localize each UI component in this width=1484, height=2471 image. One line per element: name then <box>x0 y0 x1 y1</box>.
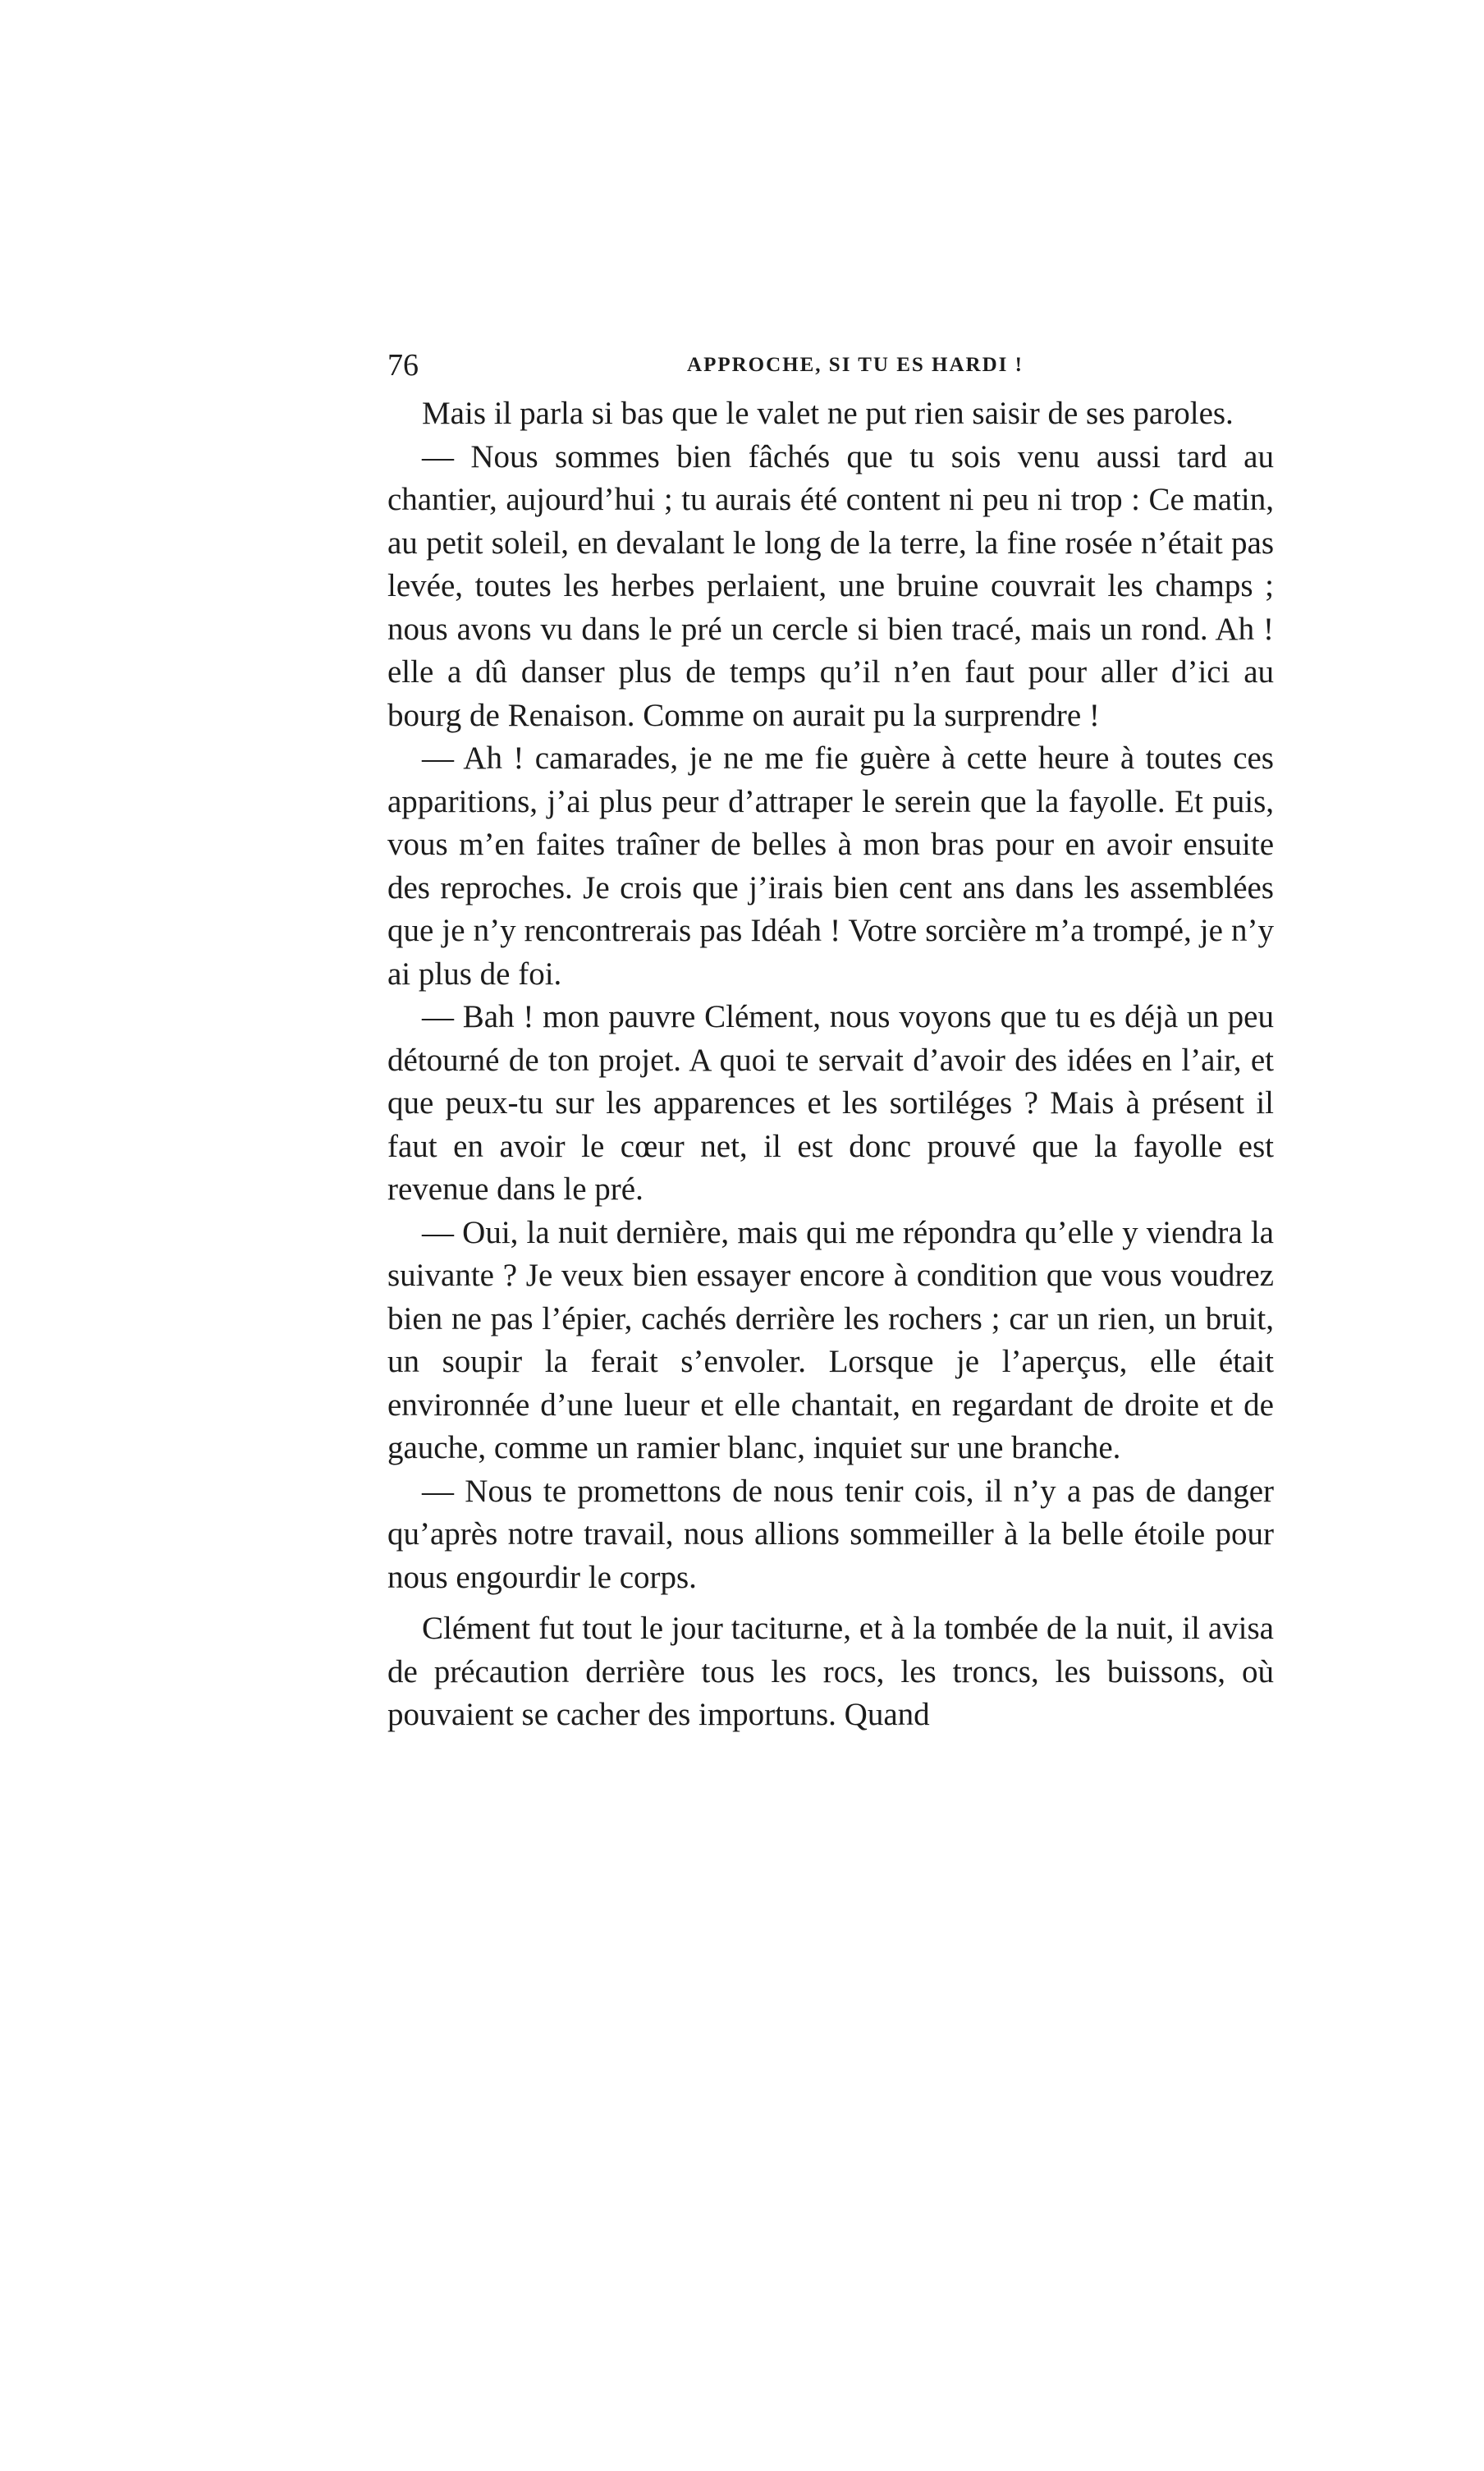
paragraph: Mais il parla si bas que le valet ne put rien saisir de ses paroles. <box>422 396 1234 431</box>
page-number: 76 <box>387 348 419 383</box>
paragraph: — Oui, la nuit dernière, mais qui me répondra qu’elle y viendra la suivante ? Je veux bien essayer encore à condition que vous voudrez bien ne pas l’épier, cachés derrière les rochers ; car un rien, un bruit, un soupir la ferait s’envoler. Lorsque je l’aperçus, elle était environnée d’une lueur et elle chantait, en regardant de droite et de gauche, comme un ramier blanc, inquiet sur une branche. <box>387 1214 1274 1465</box>
paragraph: — Bah ! mon pauvre Clément, nous voyons que tu es déjà un peu détourné de ton projet. A quoi te servait d’avoir des idées en l’air, et que peux-tu sur les apparences et les sortiléges ? Mais à présent il faut en avoir le cœur net, il est donc prouvé que la fayolle est revenue dans le pré. <box>387 999 1274 1207</box>
paragraph: — Nous sommes bien fâchés que tu sois venu aussi tard au chantier, aujourd’hui ; tu aurais été content ni peu ni trop : Ce matin, au petit soleil, en devalant le long de la terre, la fine rosée n’était pas levée, toutes les herbes perlaient, une bruine couvrait les champs ; nous avons vu dans le pré un cercle si bien tracé, mais un rond. Ah ! elle a dû danser plus de temps qu’il n’en faut pour aller d’ici au bourg de Renaison. Comme on aurait pu la surprendre ! <box>387 438 1274 733</box>
paragraph: Clément fut tout le jour taciturne, et à la tombée de la nuit, il avisa de précaution derrière tous les rocs, les troncs, les buissons, où pouvaient se cacher des importuns. Quand <box>387 1611 1274 1732</box>
running-head <box>387 345 1274 386</box>
running-title: APPROCHE, SI TU ES HARDI ! <box>687 354 1024 376</box>
paragraph: — Nous te promettons de nous tenir cois, il n’y a pas de danger qu’après notre travail, nous allions sommeiller à la belle étoile pour nous engourdir le corps. <box>387 1473 1274 1595</box>
body-text <box>387 392 1274 1737</box>
paragraph: — Ah ! camarades, je ne me fie guère à cette heure à toutes ces apparitions, j’ai plus peur d’attraper le serein que la fayolle. Et puis, vous m’en faites traîner de belles à mon bras pour en avoir ensuite des reproches. Je crois que j’irais bien cent ans dans les assemblées que je n’y rencontrerais pas Idéah ! Votre sorcière m’a trompé, je n’y ai plus de foi. <box>387 740 1274 992</box>
